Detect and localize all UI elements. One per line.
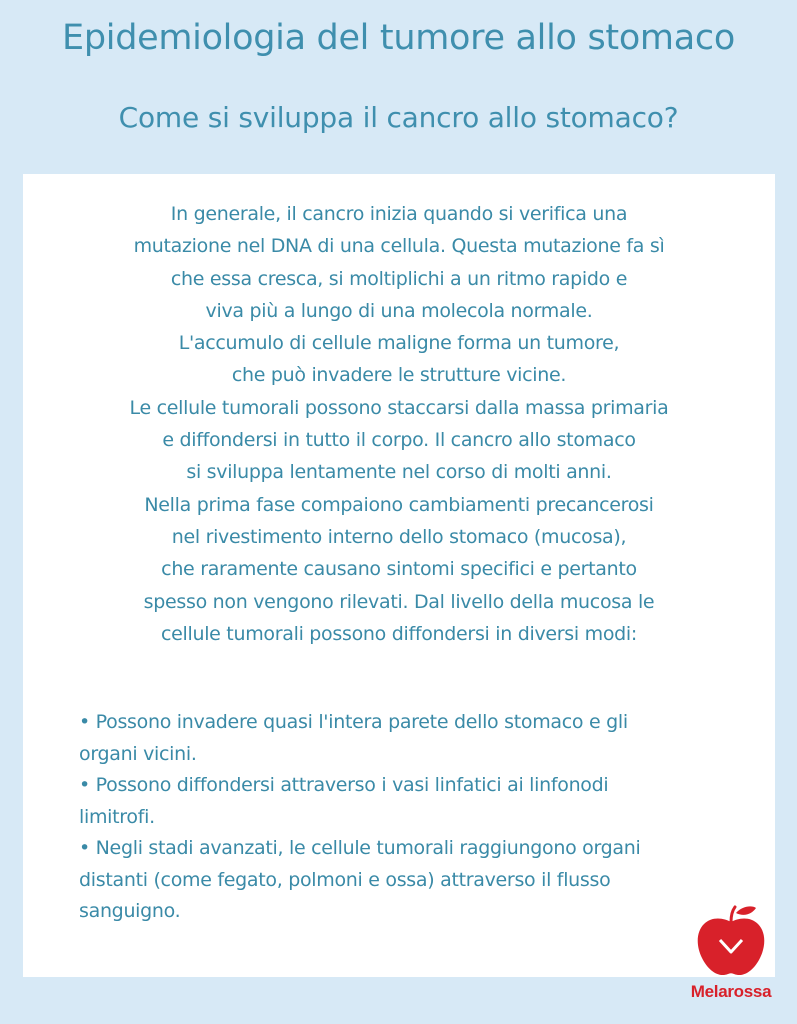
paragraph-line: L'accumulo di cellule maligne forma un tumore, — [178, 332, 620, 355]
melarossa-logo — [676, 904, 786, 1014]
bullet-line: organi vicini. — [79, 742, 197, 765]
bullet-line: distanti (come fegato, polmoni e ossa) attraverso il flusso — [79, 868, 611, 891]
paragraph-line: In generale, il cancro inizia quando si verifica una — [170, 203, 628, 225]
bullet-line: • Possono diffondersi attraverso i vasi linfatici ai linfonodi — [79, 774, 609, 796]
bullet-line: sanguigno. — [79, 900, 181, 922]
bullet-list — [79, 707, 759, 928]
paragraph-line: cellule tumorali possono diffondersi in diversi modi: — [160, 622, 638, 645]
bullet-line: limitrofi. — [79, 805, 155, 828]
paragraph-line: che essa cresca, si moltiplichi a un ritmo rapido e — [170, 267, 628, 290]
paragraph-line: e diffondersi in tutto il corpo. Il cancro allo stomaco — [162, 429, 636, 452]
paragraph-line: che raramente causano sintomi specifici e pertanto — [161, 558, 637, 581]
page-subtitle: Come si sviluppa il cancro allo stomaco? — [118, 101, 679, 134]
paragraph-line: mutazione nel DNA di una cellula. Questa mutazione fa sì — [133, 235, 665, 258]
page-title: Epidemiologia del tumore allo stomaco — [62, 18, 735, 58]
paragraph-line: nel rivestimento interno dello stomaco (mucosa), — [171, 525, 627, 548]
paragraph-line: che può invadere le strutture vicine. — [231, 364, 567, 387]
content-card — [23, 174, 775, 977]
bullet-line: • Possono invadere quasi l'intera parete dello stomaco e gli — [79, 711, 628, 733]
apple-icon — [694, 904, 768, 980]
bullet-line: • Negli stadi avanzati, le cellule tumorali raggiungono organi — [79, 837, 641, 859]
paragraph-line: Le cellule tumorali possono staccarsi dalla massa primaria — [129, 396, 669, 419]
paragraph-line: spesso non vengono rilevati. Dal livello della mucosa le — [143, 590, 655, 613]
brand-name: Melarossa — [690, 982, 772, 1001]
paragraph-line: Nella prima fase compaiono cambiamenti precancerosi — [144, 493, 654, 516]
paragraph-line: si sviluppa lentamente nel corso di molti anni. — [186, 461, 612, 484]
paragraph-line: viva più a lungo di una molecola normale. — [205, 299, 593, 322]
intro-paragraph — [23, 198, 775, 650]
